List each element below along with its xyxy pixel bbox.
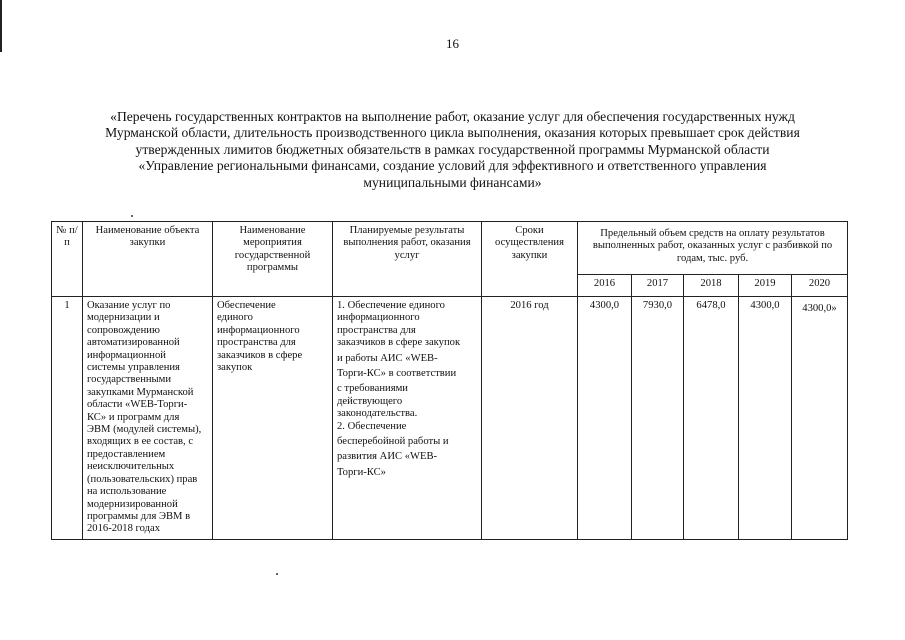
object-line: сопровождению bbox=[87, 324, 160, 336]
object-line: предоставлением bbox=[87, 448, 166, 460]
results-line: 1. Обеспечение единого bbox=[337, 300, 445, 311]
results-line: и работы АИС «WEB- bbox=[337, 352, 438, 364]
results-line: Торги-КС» в соответствии bbox=[337, 368, 457, 380]
results-line: заказчиков в сфере закупок bbox=[337, 337, 461, 349]
object-line: КС» и программ для bbox=[87, 411, 180, 423]
object-line: автоматизированной bbox=[87, 337, 180, 349]
row-activity bbox=[213, 297, 333, 540]
row-value-2018: 6478,0 bbox=[684, 297, 739, 540]
scan-speck bbox=[131, 215, 133, 217]
title-line: утвержденных лимитов бюджетных обязательств в рамках государственной программы Мурманской области bbox=[135, 141, 770, 157]
object-line: модернизированной bbox=[87, 498, 178, 510]
activity-line: единого bbox=[217, 312, 253, 324]
object-line: неисключительных bbox=[87, 461, 175, 473]
results-line: Торги-КС» bbox=[337, 466, 386, 478]
results-line: действующего bbox=[337, 395, 403, 407]
object-line: на использование bbox=[87, 486, 167, 498]
title-line: «Перечень государственных контрактов на выполнение работ, оказание услуг для обеспечения государственных нужд bbox=[110, 108, 795, 124]
object-line: входящих в ее состав, с bbox=[87, 436, 194, 448]
row-value-2020: 4300,0» bbox=[792, 297, 848, 540]
object-line: (пользовательских) прав bbox=[87, 473, 198, 485]
header-limit: Предельный объем средств на оплату результатов выполненных работ, оказанных услуг с разбивкой по годам, тыс. руб. bbox=[578, 222, 848, 275]
activity-line: Обеспечение bbox=[217, 300, 276, 311]
row-value-2017: 7930,0 bbox=[632, 297, 684, 540]
row-results bbox=[333, 297, 482, 540]
results-line: пространства для bbox=[337, 324, 416, 336]
contracts-table bbox=[51, 221, 848, 540]
header-year: 2019 bbox=[739, 275, 792, 297]
header-results: Планируемые результаты выполнения работ, оказания услуг bbox=[333, 222, 482, 297]
object-line: Оказание услуг по bbox=[87, 300, 171, 311]
header-row bbox=[52, 222, 848, 275]
row-term: 2016 год bbox=[482, 297, 578, 540]
header-year: 2020 bbox=[792, 275, 848, 297]
results-line: бесперебойной работы и bbox=[337, 436, 449, 448]
object-line: системы управления bbox=[87, 362, 180, 374]
results-line: с требованиями bbox=[337, 383, 408, 395]
row-object bbox=[83, 297, 213, 540]
title-line: «Управление региональными финансами, создание условий для эффективного и ответственного управления bbox=[138, 158, 767, 174]
activity-line: информационного bbox=[217, 324, 300, 336]
results-line: 2. Обеспечение bbox=[337, 420, 407, 432]
activity-line: закупок bbox=[217, 362, 253, 374]
results-line: законодательства. bbox=[337, 408, 418, 420]
object-line: программы для ЭВМ в bbox=[87, 510, 191, 522]
activity-line: пространства для bbox=[217, 337, 296, 349]
results-line: развития АИС «WEB- bbox=[337, 451, 438, 463]
object-line: ЭВМ (модулей системы), bbox=[87, 424, 202, 436]
object-line: модернизации и bbox=[87, 312, 160, 324]
page-number: 16 bbox=[446, 36, 459, 51]
header-term: Сроки осуществления закупки bbox=[482, 222, 578, 297]
object-line: государственными bbox=[87, 374, 172, 386]
header-activity: Наименование мероприятия государственной программы bbox=[213, 222, 333, 297]
row-value-2019: 4300,0 bbox=[739, 297, 792, 540]
object-line: информационной bbox=[87, 349, 166, 361]
table-row bbox=[52, 297, 848, 540]
document-title bbox=[40, 92, 865, 192]
header-year: 2017 bbox=[632, 275, 684, 297]
scan-speck bbox=[276, 573, 278, 575]
header-year: 2018 bbox=[684, 275, 739, 297]
title-line: Мурманской области, длительность производственного цикла выполнения, оказания которых превышает срок действия bbox=[105, 125, 800, 141]
header-num: № п/п bbox=[52, 222, 83, 297]
row-value-2016: 4300,0 bbox=[578, 297, 632, 540]
object-line: 2016-2018 годах bbox=[87, 523, 161, 535]
object-line: закупками Мурманской bbox=[87, 386, 194, 398]
title-line: муниципальными финансами» bbox=[363, 174, 542, 190]
header-year: 2016 bbox=[578, 275, 632, 297]
row-num: 1 bbox=[52, 297, 83, 540]
activity-line: заказчиков в сфере bbox=[217, 349, 303, 361]
header-object: Наименование объекта закупки bbox=[83, 222, 213, 297]
results-line: информационного bbox=[337, 312, 420, 324]
object-line: области «WEB-Торги- bbox=[87, 399, 188, 411]
